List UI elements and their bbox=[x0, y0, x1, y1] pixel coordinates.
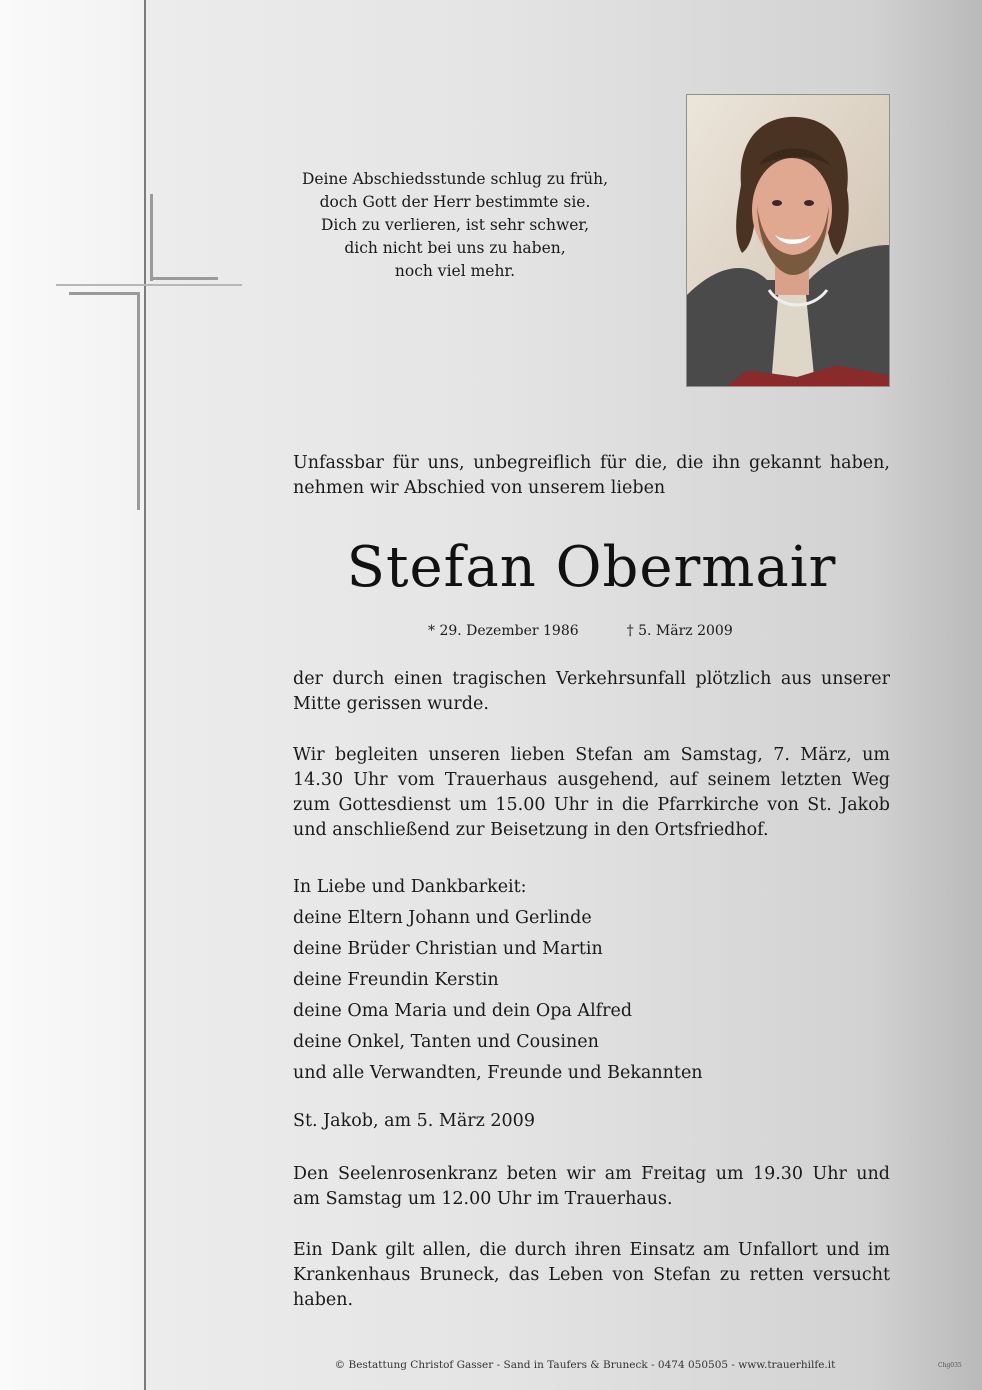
cross-right-arm bbox=[150, 277, 218, 280]
paragraph-line: am Samstag um 12.00 Uhr im Trauerhaus. bbox=[293, 1189, 673, 1209]
paragraph-line: Ein Dank gilt allen, die durch ihren Einsatz am Unfallort und im bbox=[293, 1240, 890, 1260]
family-line: deine Freundin Kerstin bbox=[293, 970, 499, 990]
poem-line: Deine Abschiedsstunde schlug zu früh, bbox=[301, 170, 609, 188]
family-line: deine Brüder Christian und Martin bbox=[293, 939, 603, 959]
left-panel bbox=[0, 0, 144, 1390]
paragraph-line: Den Seelenrosenkranz beten wir am Freitag um 19.30 Uhr und bbox=[293, 1164, 890, 1184]
document-code: Chg035 bbox=[938, 1362, 962, 1369]
footer-credit: © Bestattung Christof Gasser - Sand in Taufers & Bruneck - 0474 050505 - www.trauerhilfe.it bbox=[334, 1359, 836, 1371]
death-date: † 5. März 2009 bbox=[626, 623, 733, 639]
deceased-name: Stefan Obermair bbox=[346, 535, 837, 600]
poem-line: Dich zu verlieren, ist sehr schwer, bbox=[320, 216, 590, 234]
cross-long-bar bbox=[56, 284, 242, 286]
family-line: In Liebe und Dankbarkeit: bbox=[293, 877, 527, 897]
poem-line: doch Gott der Herr bestimmte sie. bbox=[319, 193, 591, 211]
family-line: deine Oma Maria und dein Opa Alfred bbox=[293, 1001, 633, 1021]
paragraph-accident bbox=[293, 667, 890, 717]
poem-line: dich nicht bei uns zu haben, bbox=[344, 239, 566, 257]
portrait-illustration bbox=[687, 95, 889, 386]
poem-line: noch viel mehr. bbox=[394, 262, 516, 280]
life-dates bbox=[428, 620, 733, 642]
place-date: St. Jakob, am 5. März 2009 bbox=[293, 1111, 535, 1131]
poem bbox=[300, 168, 610, 283]
paragraph-line: haben. bbox=[293, 1290, 354, 1310]
paragraph-line: 14.30 Uhr vom Trauerhaus ausgehend, auf seinem letzten Weg bbox=[293, 770, 890, 790]
paragraph-line: zum Gottesdienst um 15.00 Uhr in die Pfarrkirche von St. Jakob bbox=[293, 795, 890, 815]
paragraph-line: und anschließend zur Beisetzung in den Ortsfriedhof. bbox=[293, 820, 769, 840]
family-list bbox=[293, 872, 703, 1089]
cross-left-arm bbox=[69, 292, 140, 295]
paragraph-rosary bbox=[293, 1162, 890, 1212]
paragraph-line: der durch einen tragischen Verkehrsunfall plötzlich aus unserer bbox=[293, 669, 890, 689]
cross-lower-beam bbox=[137, 292, 140, 510]
paragraph-thanks bbox=[293, 1238, 890, 1313]
paragraph-line: Mitte gerissen wurde. bbox=[293, 694, 489, 714]
paragraph-line: Wir begleiten unseren lieben Stefan am Samstag, 7. März, um bbox=[293, 745, 890, 765]
family-line: deine Eltern Johann und Gerlinde bbox=[293, 908, 592, 928]
paragraph-line: Krankenhaus Bruneck, das Leben von Stefan zu retten versucht bbox=[293, 1265, 890, 1285]
intro-text bbox=[293, 451, 890, 501]
cross-upper-beam bbox=[150, 194, 153, 281]
portrait-photo bbox=[686, 94, 890, 387]
family-line: und alle Verwandten, Freunde und Bekannten bbox=[293, 1063, 703, 1083]
birth-date: * 29. Dezember 1986 bbox=[428, 623, 579, 639]
paragraph-funeral bbox=[293, 743, 890, 843]
family-line: deine Onkel, Tanten und Cousinen bbox=[293, 1032, 599, 1052]
intro-line: nehmen wir Abschied von unserem lieben bbox=[293, 478, 666, 498]
intro-line: Unfassbar für uns, unbegreiflich für die, die ihn gekannt haben, bbox=[293, 453, 890, 473]
divider-line bbox=[144, 0, 146, 1390]
